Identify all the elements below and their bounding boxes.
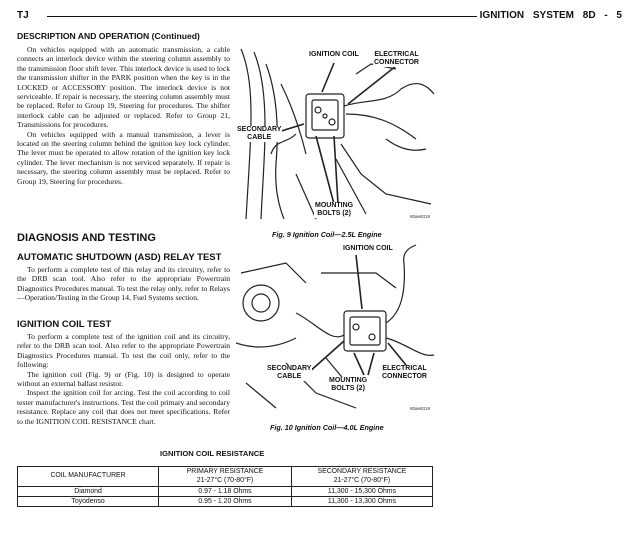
- cell-manufacturer: Toyodenso: [18, 497, 159, 507]
- fig9-label-mounting-bolts: [314, 202, 354, 218]
- fig9-label-secondary-cable: [236, 126, 282, 142]
- col-header-primary-line2: 21-27°C (70-80°F): [196, 476, 254, 484]
- col-header-secondary-line1: SECONDARY RESISTANCE: [317, 468, 407, 475]
- section-title-diagnosis: DIAGNOSIS AND TESTING: [17, 232, 156, 244]
- coil-paragraph-2: The ignition coil (Fig. 9) or (Fig. 10) is designed to operate without an external ballast resistor.: [17, 369, 230, 389]
- fig9-label-secondary-line1: SECONDARY: [237, 126, 282, 133]
- fig10-label-bolts-line2: BOLTS (2): [331, 385, 365, 392]
- fig10-label-coil: IGNITION COIL: [343, 245, 393, 252]
- description-body: [17, 45, 230, 186]
- coil-paragraph-3: Inspect the ignition coil for arcing. Test the coil according to coil tester manufacturer's instructions. Test the coil primary and secondary resistance. Replace any coil that does not meet specifications. Refer to the IGNITION COIL RESISTANCE chart.: [17, 388, 230, 426]
- fig10-label-connector-line1: ELECTRICAL: [382, 365, 427, 372]
- cell-secondary: 11,300 - 15,300 Ohms: [291, 487, 432, 497]
- fig9-label-coil: IGNITION COIL: [309, 51, 359, 58]
- cell-primary: 0.95 - 1.20 Ohms: [159, 497, 292, 507]
- resistance-table: [17, 466, 433, 507]
- col-header-manufacturer: COIL MANUFACTURER: [18, 467, 159, 487]
- header-right: [480, 10, 622, 21]
- fig10-code: 80ae8319: [409, 406, 430, 411]
- fig10-label-secondary-line2: CABLE: [277, 373, 302, 380]
- fig10-label-secondary-line1: SECONDARY: [267, 365, 312, 372]
- fig10-label-secondary-cable: [266, 365, 312, 381]
- figure-9: [236, 44, 436, 224]
- fig9-label-connector-line2: CONNECTOR: [374, 59, 419, 66]
- fig10-label-mounting-bolts: [328, 377, 368, 393]
- coil-test-title: IGNITION COIL TEST: [17, 319, 112, 330]
- fig9-label-bolts-line2: BOLTS (2): [317, 210, 351, 217]
- asd-test-body: [17, 265, 230, 303]
- fig10-label-connector-line2: CONNECTOR: [382, 373, 427, 380]
- fig9-label-connector-line1: ELECTRICAL: [374, 51, 419, 58]
- fig10-label-bolts-line1: MOUNTING: [329, 377, 368, 384]
- header-section: IGNITION SYSTEM: [479, 10, 574, 21]
- cell-primary: 0.97 - 1.18 Ohms: [159, 487, 292, 497]
- description-paragraph-2: On vehicles equipped with a manual transmission, a lever is located on the steering column behind the ignition key lock cylinder. The lever must be operated to allow rotation of the ignition key lock cylinder. The lever mechanism is not serviced separately. If repair is necessary, the steering column assembly must be replaced. Refer to Group 19, Steering for procedures.: [17, 129, 230, 186]
- figure-10: [236, 243, 436, 415]
- asd-paragraph-1: To perform a complete test of this relay and its circuitry, refer to the DRB scan tool. Also refer to the appropriate Powertrain Diagnostics Procedures manual. To test the relay only, refer to Relays—Operation/Testing in the Group 14, Fuel Systems section.: [17, 265, 230, 303]
- fig9-label-connector: [373, 51, 420, 67]
- page-header: [17, 10, 622, 24]
- fig9-caption: Fig. 9 Ignition Coil—2.5L Engine: [272, 230, 382, 239]
- table-title: IGNITION COIL RESISTANCE: [160, 449, 265, 458]
- fig10-caption: Fig. 10 Ignition Coil—4.0L Engine: [270, 423, 384, 432]
- coil-test-body: [17, 332, 230, 426]
- fig9-label-bolts-line1: MOUNTING: [315, 202, 354, 209]
- table-row: [18, 497, 433, 507]
- cell-manufacturer: Diamond: [18, 487, 159, 497]
- header-page: 8D - 5: [582, 10, 622, 21]
- table-row: [18, 487, 433, 497]
- description-paragraph-1: On vehicles equipped with an automatic transmission, a cable connects an interlock device within the steering column assembly to the transmission floor shift lever. This interlock device is used to lock the transmission shifter in the PARK position when the key is in the LOCKED or ACCESSORY position. The interlock device is not serviceable. If repair is necessary, the steering column assembly must be replaced. Refer to Group 19, Steering for procedures. The shifter interlock cable can be adjusted or replaced. Refer to Group 21, Transmissions for procedures.: [17, 45, 230, 130]
- asd-test-title: AUTOMATIC SHUTDOWN (ASD) RELAY TEST: [17, 252, 222, 263]
- col-header-secondary-line2: 21-27°C (70-80°F): [333, 476, 391, 484]
- header-rule: [47, 16, 477, 17]
- col-header-primary: [159, 467, 292, 487]
- fig9-code: 80ae8318: [409, 214, 430, 219]
- section-title-description: DESCRIPTION AND OPERATION (Continued): [17, 31, 200, 41]
- col-header-primary-line1: PRIMARY RESISTANCE: [186, 468, 264, 475]
- col-header-secondary: [291, 467, 432, 487]
- cell-secondary: 11,300 - 13,300 Ohms: [291, 497, 432, 507]
- table-header-row: [18, 467, 433, 487]
- fig9-label-secondary-line2: CABLE: [247, 134, 272, 141]
- fig10-label-connector: [381, 365, 428, 381]
- header-left: TJ: [17, 10, 29, 21]
- coil-paragraph-1: To perform a complete test of the ignition coil and its circuitry, refer to the DRB scan tool. Also refer to the appropriate Powertrain Diagnostics Procedures manual. To test the coil only, refer to the following:: [17, 332, 230, 370]
